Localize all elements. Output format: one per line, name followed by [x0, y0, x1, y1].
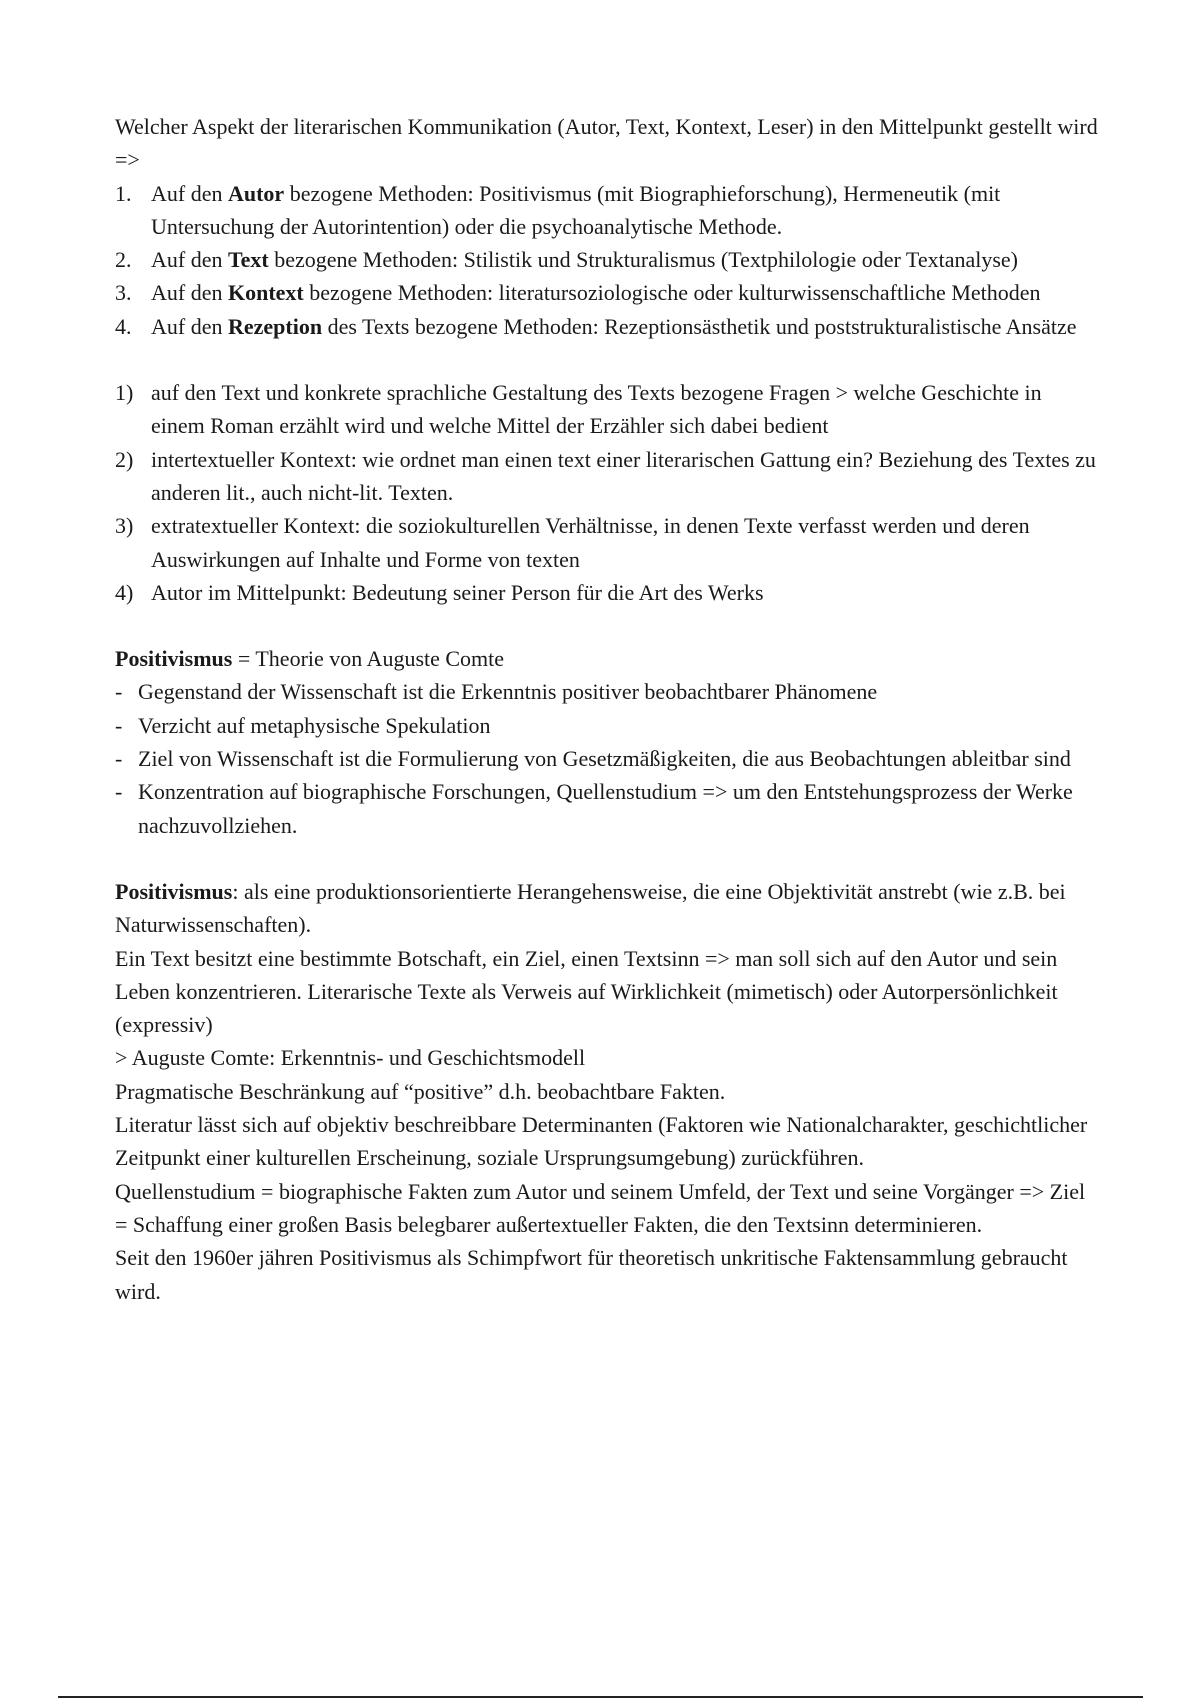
detail-paragraph: Literatur lässt sich auf objektiv beschreibbare Determinanten (Faktoren wie Nationalcharakter, geschichtlicher Zeitpunkt einer kulturellen Erscheinung, soziale Ursprungsumgebung) zurückführen. [115, 1112, 1088, 1171]
positivismus-detail-text: : als eine produktionsorientierte Herangehensweise, die eine Objektivität anstrebt (wie z.B. bei Naturwissenschaften). [115, 878, 1066, 938]
list-marker: 1. [115, 180, 132, 206]
method-item [115, 276, 1100, 309]
dash-marker: - [115, 712, 123, 738]
dash-marker: - [115, 779, 123, 805]
question-item [115, 576, 1100, 609]
list-marker: 2) [115, 446, 134, 472]
list-marker: 3. [115, 280, 132, 306]
question-item [115, 443, 1100, 510]
method-item [115, 310, 1100, 343]
method-focus-term: Rezeption [227, 313, 323, 339]
list-marker: 4) [115, 579, 134, 605]
detail-paragraph: Quellenstudium = biographische Fakten zum Autor und seinem Umfeld, der Text und seine Vorgänger => Ziel = Schaffung einer großen Basis belegbarer außertextueller Fakten, die den Textsinn determinieren. [115, 1178, 1086, 1237]
point-text: Gegenstand der Wissenschaft ist die Erkenntnis positiver beobachtbarer Phänomene [138, 679, 878, 705]
method-text-pre: Auf den [151, 313, 228, 339]
question-item [115, 509, 1100, 576]
method-text-post: des Texts bezogene Methoden: Rezeptionsästhetik und poststrukturalistische Ansätze [322, 313, 1077, 339]
footer-divider [58, 1696, 1143, 1698]
positivismus-term: Positivismus [115, 646, 233, 672]
positivismus-definition [115, 642, 1100, 675]
method-text-post: bezogene Methoden: Stilistik und Strukturalismus (Textphilologie oder Textanalyse) [268, 247, 1019, 273]
spacer [115, 842, 1100, 875]
question-item [115, 376, 1100, 443]
point-text: Ziel von Wissenschaft ist die Formulierung von Gesetzmäßigkeiten, die aus Beobachtungen ableitbar sind [138, 746, 1071, 772]
positivismus-point [115, 675, 1100, 708]
point-text: Konzentration auf biographische Forschungen, Quellenstudium => um den Entstehungsprozess der Werke nachzuvollziehen. [138, 779, 1073, 838]
method-list [115, 177, 1100, 343]
method-item [115, 243, 1100, 276]
positivismus-point [115, 709, 1100, 742]
detail-paragraph: Pragmatische Beschränkung auf “positive” d.h. beobachtbare Fakten. [115, 1078, 726, 1104]
list-marker: 3) [115, 513, 134, 539]
positivismus-definition-text: = Theorie von Auguste Comte [232, 646, 505, 672]
spacer [115, 609, 1100, 642]
question-text: Autor im Mittelpunkt: Bedeutung seiner Person für die Art des Werks [151, 579, 764, 605]
method-text-post: bezogene Methoden: literatursoziologische oder kulturwissenschaftliche Methoden [303, 280, 1041, 306]
dash-marker: - [115, 679, 123, 705]
positivismus-point [115, 775, 1100, 842]
method-item [115, 177, 1100, 244]
positivismus-detail-first [115, 875, 1100, 942]
intro-paragraph: Welcher Aspekt der literarischen Kommunikation (Autor, Text, Kontext, Leser) in den Mittelpunkt gestellt wird => [115, 114, 1098, 173]
detail-paragraph: Seit den 1960er jähren Positivismus als Schimpfwort für theoretisch unkritische Faktensammlung gebraucht wird. [115, 1245, 1068, 1304]
point-text: Verzicht auf metaphysische Spekulation [138, 712, 491, 738]
method-text-pre: Auf den [151, 180, 228, 206]
positivismus-term: Positivismus [115, 878, 233, 904]
detail-paragraph: > Auguste Comte: Erkenntnis- und Geschichtsmodell [115, 1045, 586, 1071]
method-focus-term: Text [227, 247, 269, 273]
list-marker: 4. [115, 313, 132, 339]
spacer [115, 343, 1100, 376]
method-text-pre: Auf den [151, 247, 228, 273]
method-focus-term: Autor [227, 180, 285, 206]
positivismus-point-list [115, 675, 1100, 841]
method-text-post: bezogene Methoden: Positivismus (mit Biographieforschung), Hermeneutik (mit Untersuchung der Autorintention) oder die psychoanalytische Methode. [151, 180, 1001, 239]
list-marker: 2. [115, 247, 132, 273]
question-text: intertextueller Kontext: wie ordnet man einen text einer literarischen Gattung ein? Beziehung des Textes zu anderen lit., auch nicht-lit. Texten. [151, 446, 1096, 505]
list-marker: 1) [115, 380, 134, 406]
method-focus-term: Kontext [227, 280, 304, 306]
dash-marker: - [115, 746, 123, 772]
method-text-pre: Auf den [151, 280, 228, 306]
positivismus-point [115, 742, 1100, 775]
document-page [115, 110, 1100, 1308]
detail-paragraph: Ein Text besitzt eine bestimmte Botschaft, ein Ziel, einen Textsinn => man soll sich auf den Autor und sein Leben konzentrieren. Literarische Texte als Verweis auf Wirklichkeit (mimetisch) oder Autorpersönlichkeit (expressiv) [115, 945, 1058, 1038]
question-text: auf den Text und konkrete sprachliche Gestaltung des Texts bezogene Fragen > welche Geschichte in einem Roman erzählt wird und welche Mittel der Erzähler sich dabei bedient [151, 380, 1042, 439]
question-text: extratextueller Kontext: die soziokulturellen Verhältnisse, in denen Texte verfasst werden und deren Auswirkungen auf Inhalte und Forme von texten [151, 513, 1030, 572]
question-list [115, 376, 1100, 609]
